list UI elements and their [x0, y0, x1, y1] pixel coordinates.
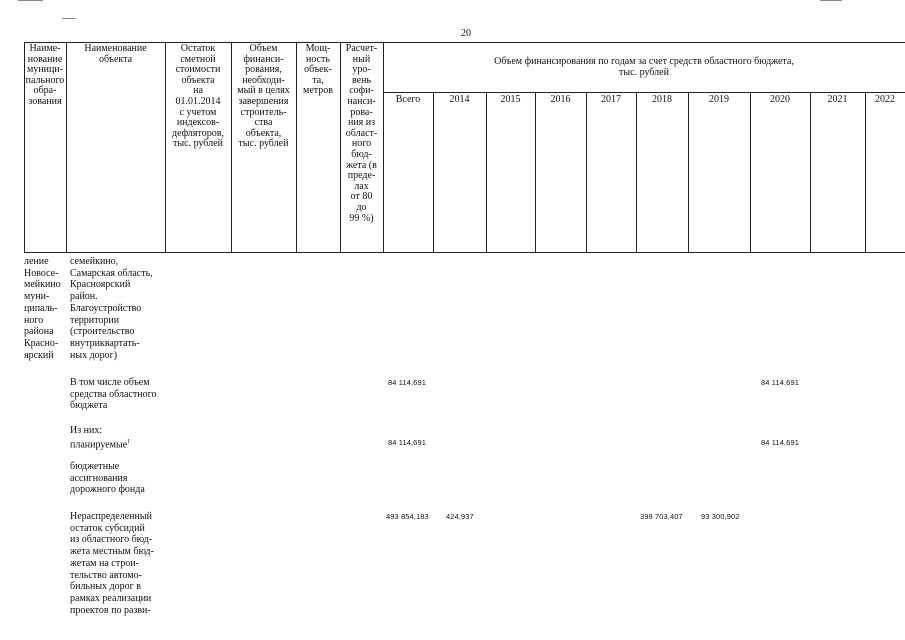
of-which-label: Из них:: [70, 425, 103, 436]
header-bottom-border: [24, 252, 905, 253]
header-year-2015: 2015: [500, 94, 521, 105]
column-divider: [66, 42, 67, 253]
regional-budget-2020: 84 114,691: [761, 378, 799, 387]
header-estimate-balance: Остаток сметной стоимости объекта на 01.01.2014 с учетом индексов- дефляторов, тыс. рублей: [172, 43, 224, 150]
regional-budget-label: В том числе объем средства областного бюджета: [70, 377, 157, 412]
header-object: Наименование объекта: [84, 43, 147, 65]
regional-budget-total: 84 114,691: [388, 378, 426, 387]
header-year-2021: 2021: [827, 94, 848, 105]
undistributed-total: 493 854,183: [386, 512, 429, 521]
header-year-2016: 2016: [550, 94, 571, 105]
page-number: 20: [461, 28, 471, 39]
header-year-2019: 2019: [709, 94, 729, 105]
road-fund-label: бюджетные ассигнования дорожного фонда: [70, 461, 145, 496]
undistributed-balance-label: Нераспределенный остаток субсидий из областного бюд- жета местным бюд- жетам на строи- тельство автомо- бильных дорог в рамках реализации проектов по разви-: [70, 511, 154, 616]
column-divider: [636, 92, 637, 253]
header-year-2017: 2017: [601, 94, 621, 105]
footnote-marker: 1: [127, 439, 131, 445]
header-year-2022: 2022: [875, 94, 895, 105]
header-year-2018: 2018: [652, 94, 672, 105]
header-funding-volume: Объем финанси- рования, необходи- мый в целях завершения строитель- ства объекта, тыс. рублей: [237, 43, 290, 150]
column-divider: [433, 92, 434, 253]
scan-mark: [820, 0, 842, 1]
scan-mark: [18, 0, 43, 1]
column-divider: [586, 92, 587, 253]
planned-label: планируемые$^1$: [70, 439, 131, 451]
column-divider: [535, 92, 536, 253]
undistributed-2018: 399 703,407: [640, 512, 683, 521]
object-name: семейкино, Самарская область, Красноярский район. Благоустройство территории (строительство внутриквартать- ных дорог): [70, 256, 153, 361]
header-total: Всего: [395, 94, 421, 105]
column-divider: [865, 92, 866, 253]
header-funding-title: Объем финансирования по годам за счет средств областного бюджета, тыс. рублей: [494, 56, 794, 78]
municipality-name: ление Новосе- мейкино муни- ципаль- ного района Красно- ярский: [24, 256, 61, 361]
header-municipality: Наиме- нование муници- пального обра- зования: [25, 43, 65, 107]
years-header-border: [383, 92, 905, 93]
scan-mark: [62, 18, 76, 19]
table-top-border: [24, 42, 905, 43]
planned-total: 84 114,691: [388, 438, 426, 447]
column-divider: [486, 92, 487, 253]
header-year-2020: 2020: [770, 94, 790, 105]
column-divider: [688, 92, 689, 253]
header-year-2014: 2014: [449, 94, 470, 105]
undistributed-2014: 424,937: [446, 512, 474, 521]
column-divider: [810, 92, 811, 253]
planned-2020: 84 114,691: [761, 438, 799, 447]
header-cofinancing-level: Расчет- ный уро- вень софи- нанси- рова- ния из област- ного бюд- жета (в преде- лах от 80 до 99 %): [345, 43, 378, 224]
column-divider: [750, 92, 751, 253]
undistributed-2019: 93 300,902: [701, 512, 740, 521]
header-capacity: Мощ- ность объек- та, метров: [303, 43, 333, 97]
